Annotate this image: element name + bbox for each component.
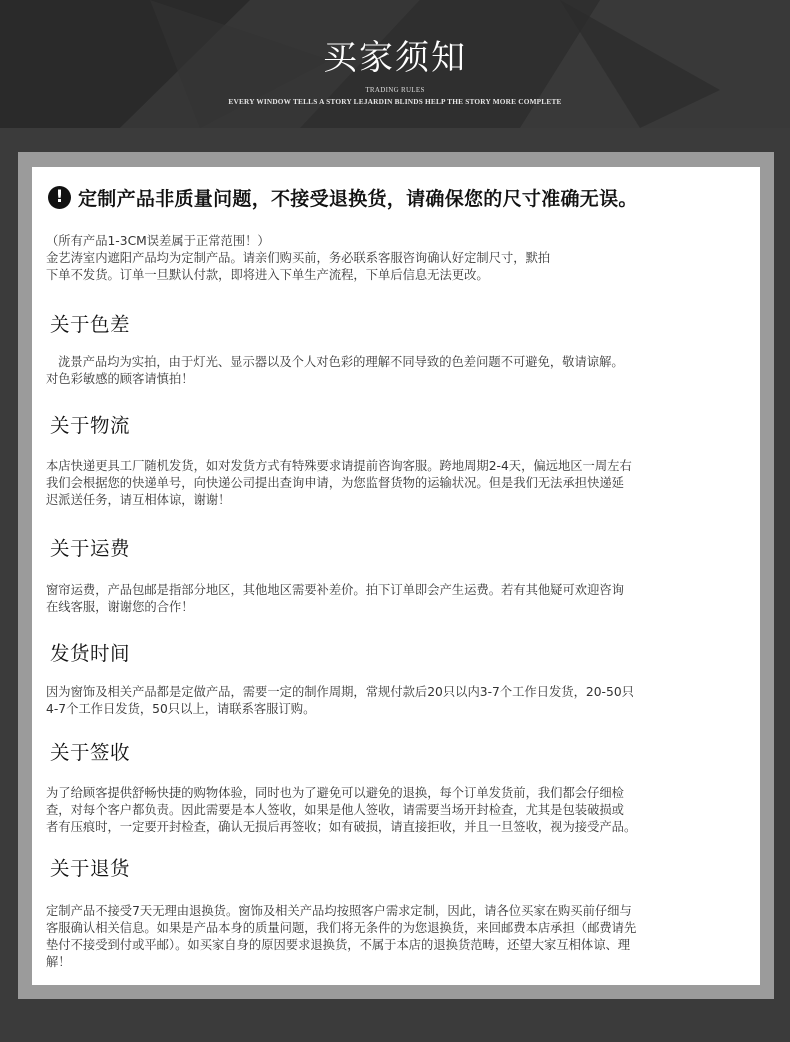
notice-banner	[48, 184, 638, 211]
notice-text: 定制产品非质量问题，不接受退换货，请确保您的尺寸准确无误。	[78, 188, 638, 210]
body-line: 泷景产品均为实拍，由于灯光、显示器以及个人对色彩的理解不同导致的色差问题不可避免，敬请谅解。	[58, 355, 624, 369]
trading-rules-label: TRADING RULES	[365, 86, 425, 94]
body-line: 对色彩敏感的顾客请慎拍！	[46, 372, 194, 386]
header-banner	[0, 0, 790, 128]
body-line: 4-7个工作日发货，50只以上，请联系客服订购。	[46, 702, 316, 716]
header-subtitle: EVERY WINDOW TELLS A STORY LEJARDIN BLINDS HELP THE STORY MORE COMPLETE	[228, 97, 562, 106]
body-line: 者有压痕时，一定要开封检查，确认无损后再签收；如有破损，请直接拒收，并且一旦签收，视为接受产品。	[46, 820, 637, 834]
body-line: 定制产品不接受7天无理由退换货。窗饰及相关产品均按照客户需求定制，因此，请各位买家在购买前仔细与	[46, 904, 632, 918]
page-title: 买家须知	[323, 38, 467, 78]
body-line: 迟派送任务，请互相体谅，谢谢！	[46, 493, 231, 507]
intro-paragraph	[46, 233, 752, 284]
section-heading-color-difference: 关于色差	[50, 313, 131, 336]
section-heading-sign-for: 关于签收	[50, 741, 131, 764]
section-body-color-difference	[46, 354, 752, 388]
section-heading-returns: 关于退货	[50, 857, 131, 880]
section-heading-logistics: 关于物流	[50, 414, 131, 437]
intro-line: （所有产品1-3CM误差属于正常范围！）	[46, 234, 270, 248]
body-line: 在线客服，谢谢您的合作！	[46, 600, 194, 614]
body-line: 窗帘运费，产品包邮是指部分地区，其他地区需要补差价。拍下订单即会产生运费。若有其他疑可欢迎咨询	[46, 583, 624, 597]
body-line: 解！	[46, 955, 71, 969]
section-heading-delivery-time: 发货时间	[50, 642, 131, 665]
body-line: 查，对每个客户都负责。因此需要是本人签收，如果是他人签收，请需要当场开封检查，尤其是包装破损或	[46, 803, 624, 817]
section-body-shipping-fee	[46, 582, 752, 616]
body-line: 垫付不接受到付或平邮）。如买家自身的原因要求退换货，不属于本店的退换货范畴，还望大家互相体谅、理	[46, 938, 631, 952]
section-body-returns	[46, 903, 752, 971]
body-line: 客服确认相关信息。如果是产品本身的质量问题，我们将无条件的为您退换货，来回邮费本店承担（邮费请先	[46, 921, 637, 935]
body-line: 为了给顾客提供舒畅快捷的购物体验，同时也为了避免可以避免的退换，每个订单发货前，我们都会仔细检	[46, 786, 624, 800]
intro-line: 下单不发货。订单一旦默认付款，即将进入下单生产流程，下单后信息无法更改。	[46, 268, 489, 282]
body-line: 因为窗饰及相关产品都是定做产品，需要一定的制作周期，常规付款后20只以内3-7个工作日发货，20-50只	[46, 685, 634, 699]
warning-icon: !	[48, 186, 71, 209]
rules-card	[32, 167, 760, 985]
body-line: 我们会根据您的快递单号，向快递公司提出查询申请，为您监督货物的运输状况。但是我们无法承担快递延	[46, 476, 624, 490]
intro-line: 金艺涛室内遮阳产品均为定制产品。请亲们购买前，务必联系客服咨询确认好定制尺寸，默拍	[46, 251, 551, 265]
section-body-delivery-time	[46, 684, 752, 718]
section-body-sign-for	[46, 785, 752, 836]
section-heading-shipping-fee: 关于运费	[50, 537, 131, 560]
section-body-logistics	[46, 458, 752, 509]
body-line: 本店快递更具工厂随机发货，如对发货方式有特殊要求请提前咨询客服。跨地周期2-4天，偏远地区一周左右	[46, 459, 632, 473]
